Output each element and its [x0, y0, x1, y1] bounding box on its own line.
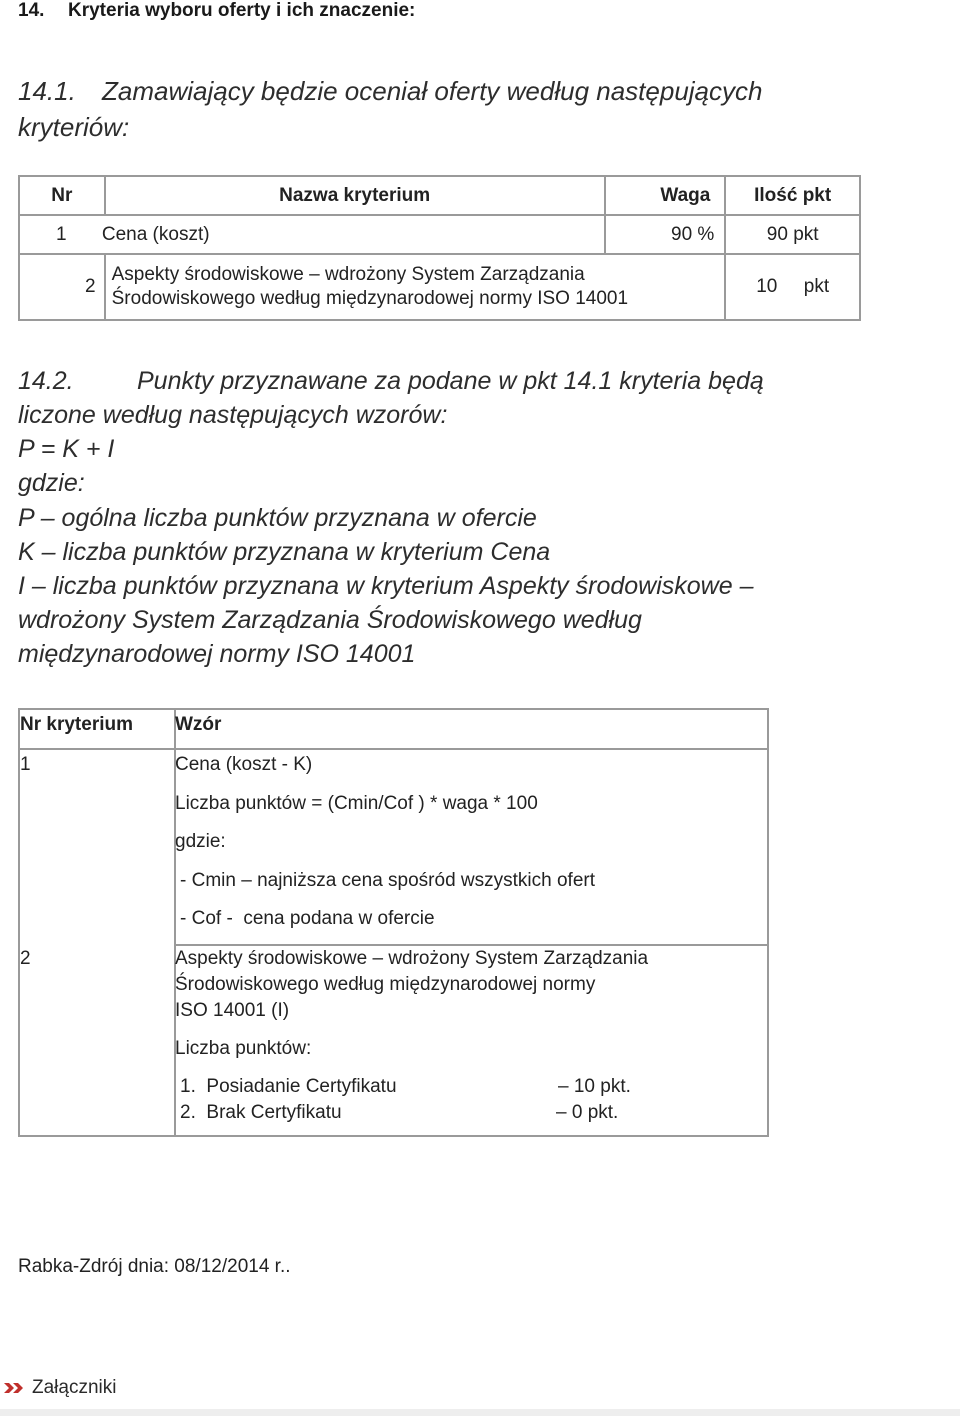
- criteria-row1-pkt: 90 pkt: [725, 215, 860, 254]
- formula-line: P = K + I: [18, 435, 115, 463]
- sub1-line2: kryteriów:: [18, 112, 130, 142]
- criteria-row1-name: Cena (koszt): [101, 223, 210, 245]
- row2-item1-value: – 10 pkt.: [558, 1076, 631, 1097]
- header-nr: Nr: [19, 176, 105, 215]
- header-name: Nazwa kryterium: [105, 176, 605, 215]
- criteria-header-row: [19, 176, 860, 215]
- definition-k: K – liczba punktów przyznana w kryterium Cena: [18, 538, 551, 566]
- header-waga: Waga: [605, 176, 726, 215]
- row2-points-label: Liczba punktów:: [175, 1038, 312, 1059]
- definition-p: P – ogólna liczba punktów przyznana w ofercie: [18, 504, 537, 532]
- row2-item1-label: 1. Posiadanie Certyfikatu: [180, 1076, 397, 1097]
- criteria-table: [18, 175, 861, 321]
- attachments-label: Załączniki: [32, 1377, 117, 1398]
- row2-title-line3: ISO 14001 (I): [175, 1000, 290, 1021]
- row1-formula: Liczba punktów = (Cmin/Cof ) * waga * 100: [175, 793, 538, 814]
- sub2-line-2: liczone według następujących wzorów:: [18, 401, 448, 429]
- sub1-number: 14.1.: [18, 76, 76, 106]
- header-pkt: Ilość pkt: [725, 176, 860, 215]
- sub1-line1: Zamawiający będzie oceniał oferty według następujących: [102, 76, 763, 106]
- sub2-line-1: Punkty przyznawane za podane w pkt 14.1 kryteria będą: [137, 367, 764, 395]
- criteria-row1-name-cell: [19, 215, 605, 254]
- table-row: [19, 215, 860, 254]
- criteria-row2-nr: 2: [19, 254, 105, 320]
- row2-title-line1: Aspekty środowiskowe – wdrożony System Zarządzania: [175, 948, 649, 969]
- definition-i-cont2: międzynarodowej normy ISO 14001: [18, 640, 416, 668]
- table-divider: [20, 748, 767, 750]
- row1-def-cmin: - Cmin – najniższa cena spośród wszystkich ofert: [180, 870, 595, 891]
- row1-title: Cena (koszt - K): [175, 754, 313, 775]
- criteria-row2-name-line2: Środowiskowego według międzynarodowej normy ISO 14001: [111, 288, 629, 309]
- criteria-row1-nr: 1: [56, 223, 67, 245]
- section-number: 14.: [18, 0, 45, 21]
- criteria-row2-name-line1: Aspekty środowiskowe – wdrożony System Zarządzania: [111, 264, 585, 285]
- gdzie-line: gdzie:: [18, 469, 85, 497]
- sub2-number: 14.2.: [18, 367, 74, 395]
- criteria-row2-name-cell: [105, 254, 726, 320]
- criteria-row2-pkt: 10 pkt: [725, 254, 860, 320]
- header-nr-kryterium: Nr kryterium: [20, 714, 133, 735]
- table-row: [19, 254, 860, 320]
- criteria-row1-waga: 90 %: [605, 215, 726, 254]
- definition-i: I – liczba punktów przyznana w kryterium Aspekty środowiskowe –: [18, 572, 754, 600]
- table-divider: [174, 944, 767, 946]
- header-wzor: Wzór: [175, 714, 222, 735]
- definition-i-cont1: wdrożony System Zarządzania Środowiskowego według: [18, 606, 642, 634]
- row1-nr: 1: [20, 754, 31, 775]
- attachments-link[interactable]: [4, 1377, 116, 1399]
- double-chevron-icon: [4, 1381, 26, 1395]
- section-title: Kryteria wyboru oferty i ich znaczenie:: [68, 0, 416, 21]
- row1-def-cof: - Cof - cena podana w ofercie: [180, 908, 435, 929]
- formula-table: [18, 708, 769, 1137]
- footer-bar: [0, 1409, 960, 1416]
- row2-item2-label: 2. Brak Certyfikatu: [180, 1102, 342, 1123]
- row2-nr: 2: [20, 948, 31, 969]
- date-line: Rabka-Zdrój dnia: 08/12/2014 r..: [18, 1256, 291, 1277]
- row2-title-line2: Środowiskowego według międzynarodowej normy: [175, 974, 596, 995]
- row2-item2-value: – 0 pkt.: [556, 1102, 619, 1123]
- row1-gdzie: gdzie:: [175, 831, 226, 852]
